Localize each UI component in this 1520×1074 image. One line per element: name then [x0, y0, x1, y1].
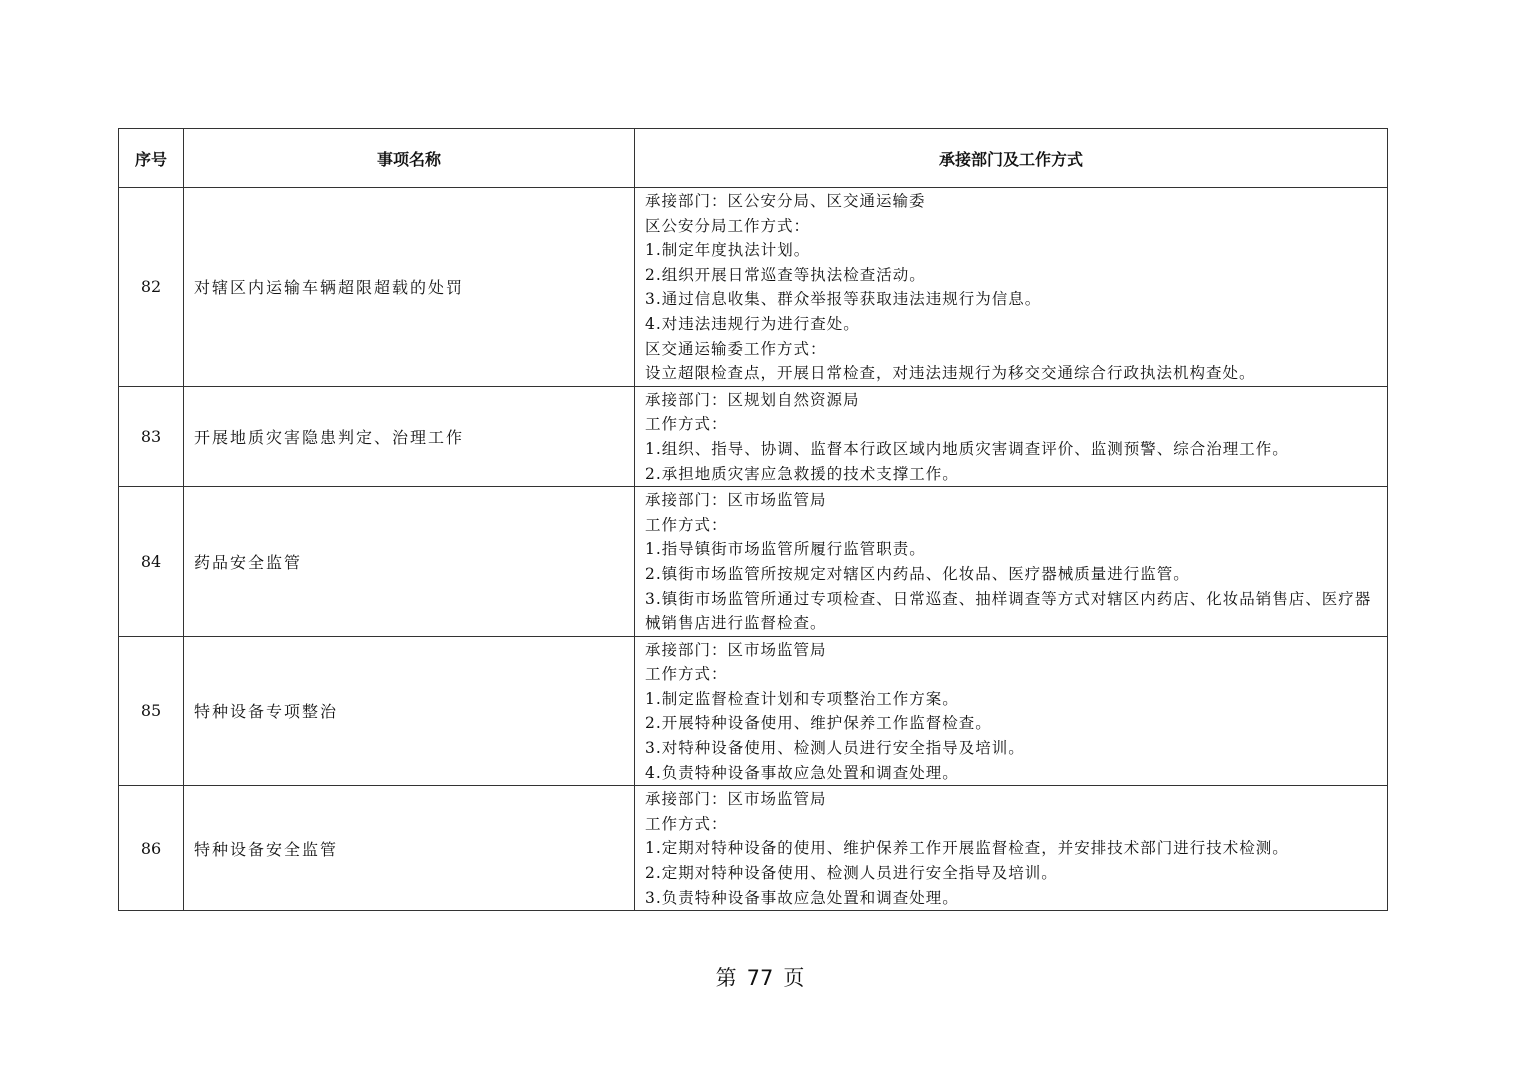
- row-matter-name: 对辖区内运输车辆超限超载的处罚: [184, 188, 635, 387]
- row-index: 86: [119, 786, 184, 911]
- row-method: [635, 786, 1388, 911]
- row-index: 83: [119, 386, 184, 486]
- method-line: 3.负责特种设备事故应急处置和调查处理。: [645, 888, 959, 907]
- method-line: 3.通过信息收集、群众举报等获取违法违规行为信息。: [645, 290, 1042, 309]
- row-method: [635, 636, 1388, 786]
- method-line: 1.组织、指导、协调、监督本行政区域内地质灾害调查评价、监测预警、综合治理工作。: [645, 439, 1289, 458]
- method-line: 4.负责特种设备事故应急处置和调查处理。: [645, 763, 959, 782]
- method-line: 工作方式：: [645, 415, 728, 434]
- header-index: 序号: [119, 129, 184, 188]
- matters-table: [118, 128, 1388, 911]
- page-label-suffix: 页: [783, 966, 805, 990]
- table-row: [119, 487, 1388, 637]
- row-matter-name: 药品安全监管: [184, 487, 635, 637]
- method-line: 2.组织开展日常巡查等执法检查活动。: [645, 265, 926, 284]
- table-row: [119, 386, 1388, 486]
- row-index: 85: [119, 636, 184, 786]
- method-line: 区交通运输委工作方式：: [645, 339, 827, 358]
- method-line: 承接部门：区市场监管局: [645, 790, 827, 809]
- method-line: 2.承担地质灾害应急救援的技术支撑工作。: [645, 464, 959, 483]
- row-index: 82: [119, 188, 184, 387]
- method-line: 2.定期对特种设备使用、检测人员进行安全指导及培训。: [645, 864, 1058, 883]
- table-row: [119, 786, 1388, 911]
- method-line: 承接部门：区公安分局、区交通运输委: [645, 192, 926, 210]
- method-line: 区公安分局工作方式：: [645, 216, 811, 235]
- method-line: 1.定期对特种设备的使用、维护保养工作开展监督检查，并安排技术部门进行技术检测。: [645, 839, 1289, 858]
- header-name: 事项名称: [184, 129, 635, 188]
- method-line: 4.对违法违规行为进行查处。: [645, 314, 860, 333]
- method-line: 1.制定监督检查计划和专项整治工作方案。: [645, 689, 959, 708]
- row-matter-name: 特种设备安全监管: [184, 786, 635, 911]
- table-header-row: [119, 129, 1388, 188]
- matters-table-container: [118, 128, 1387, 911]
- row-index: 84: [119, 487, 184, 637]
- method-line: 工作方式：: [645, 515, 728, 534]
- page-label-prefix: 第: [715, 966, 737, 990]
- table-row: [119, 188, 1388, 387]
- method-line: 1.制定年度执法计划。: [645, 241, 811, 260]
- method-line: 设立超限检查点，开展日常检查，对违法违规行为移交交通综合行政执法机构查处。: [645, 364, 1256, 383]
- table-row: [119, 636, 1388, 786]
- method-line: 工作方式：: [645, 665, 728, 684]
- method-line: 2.镇街市场监管所按规定对辖区内药品、化妆品、医疗器械质量进行监管。: [645, 564, 1190, 583]
- row-method: [635, 188, 1388, 387]
- method-line: 2.开展特种设备使用、维护保养工作监督检查。: [645, 714, 992, 733]
- page-number: 77: [746, 966, 774, 990]
- method-line: 工作方式：: [645, 814, 728, 833]
- page-footer: [0, 962, 1520, 992]
- row-method: [635, 386, 1388, 486]
- method-line: 承接部门：区规划自然资源局: [645, 390, 860, 409]
- method-line: 1.指导镇街市场监管所履行监管职责。: [645, 540, 926, 559]
- method-line: 承接部门：区市场监管局: [645, 640, 827, 659]
- method-line: 3.对特种设备使用、检测人员进行安全指导及培训。: [645, 739, 1025, 758]
- header-method: 承接部门及工作方式: [635, 129, 1388, 188]
- method-line: 3.镇街市场监管所通过专项检查、日常巡查、抽样调查等方式对辖区内药店、化妆品销售店、医疗器械销售店进行监督检查。: [645, 589, 1372, 633]
- row-matter-name: 特种设备专项整治: [184, 636, 635, 786]
- row-method: [635, 487, 1388, 637]
- method-line: 承接部门：区市场监管局: [645, 491, 827, 510]
- row-matter-name: 开展地质灾害隐患判定、治理工作: [184, 386, 635, 486]
